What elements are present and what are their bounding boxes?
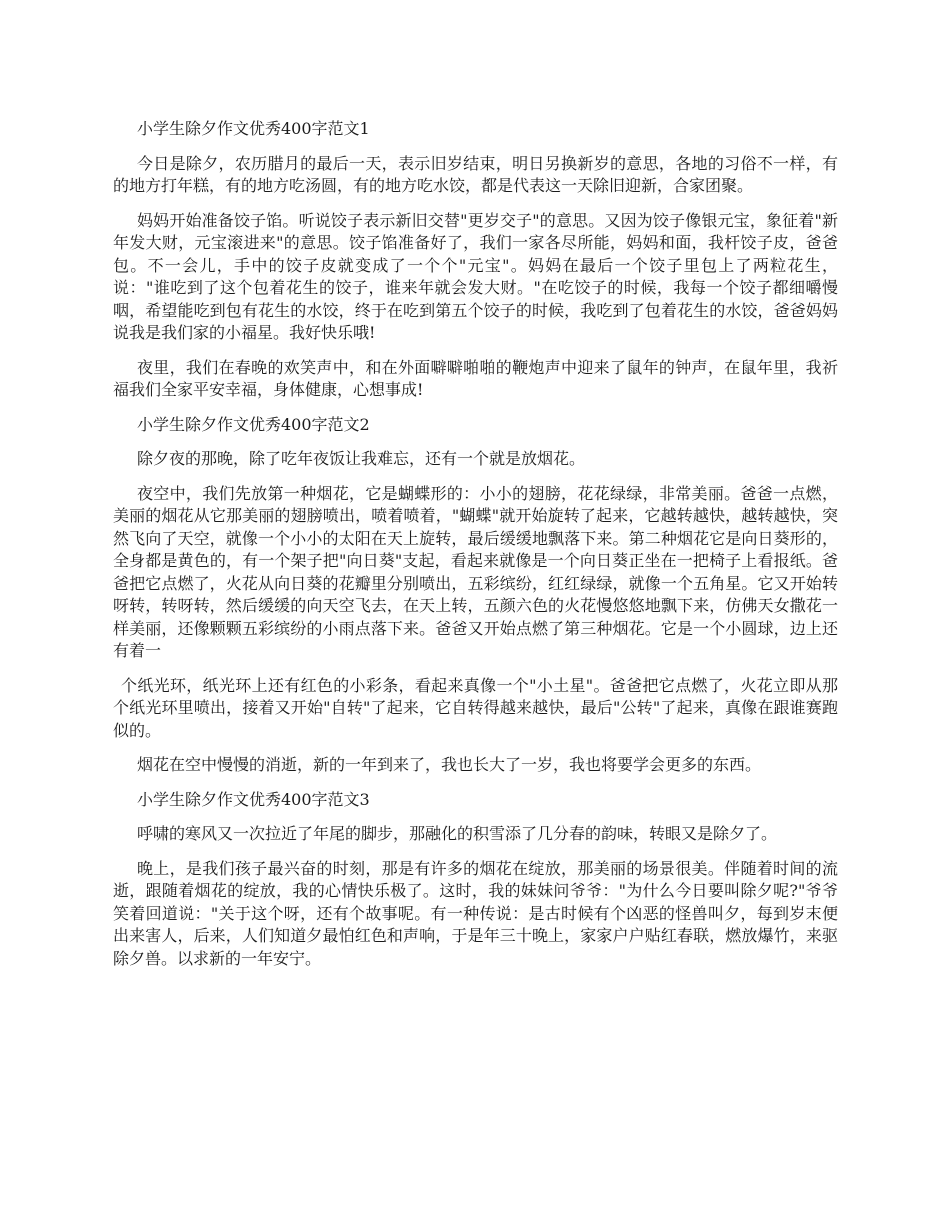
paragraph: 除夕夜的那晚，除了吃年夜饭让我难忘，还有一个就是放烟花。 [137,449,586,468]
paragraph: 妈妈开始准备饺子馅。听说饺子表示新旧交替"更岁交子"的意思。又因为饺子像银元宝，象征着"新年发大财，元宝滚进来"的意思。饺子馅准备好了，我们一家各尽所能，妈妈和面，我杆饺子皮，爸爸包。不一会儿，手中的饺子皮就变成了一个个"元宝"。妈妈在最后一个饺子里包上了两粒花生，说："谁吃到了这个包着花生的饺子，谁来年就会发大财。"在吃饺子的时候，我每一个饺子都细嚼慢咽，希望能吃到包有花生的水饺，终于在吃到第五个饺子的时候，我吃到了包着花生的水饺，爸爸妈妈说我是我们家的小福星。我好快乐哦! [113,210,838,342]
paragraph: 晚上，是我们孩子最兴奋的时刻，那是有许多的烟花在绽放，那美丽的场景很美。伴随着时间的流逝，跟随着烟花的绽放，我的心情快乐极了。这时，我的妹妹问爷爷："为什么今日要叫除夕呢?"爷爷笑着回道说："关于这个呀，还有个故事呢。有一种传说：是古时候有个凶恶的怪兽叫夕，每到岁末便出来害人，后来，人们知道夕最怕红色和声响，于是年三十晚上，家家户户贴红春联，燃放爆竹，来驱除夕兽。以求新的一年安宁。 [113,858,838,968]
essay-1-title: 小学生除夕作文优秀400字范文1 [137,119,370,138]
paragraph: 烟花在空中慢慢的消逝，新的一年到来了，我也长大了一岁，我也将要学会更多的东西。 [137,755,762,774]
paragraph: 呼啸的寒风又一次拉近了年尾的脚步，那融化的积雪添了几分春的韵味，转眼又是除夕了。 [137,824,778,843]
paragraph: 夜里，我们在春晚的欢笑声中，和在外面噼噼啪啪的鞭炮声中迎来了鼠年的钟声，在鼠年里，我祈福我们全家平安幸福，身体健康，心想事成! [113,357,838,399]
paragraph-continuation: 个纸光环，纸光环上还有红色的小彩条，看起来真像一个"小土星"。爸爸把它点燃了，火花立即从那个纸光环里喷出，接着又开始"自转"了起来，它自转得越来越快，最后"公转"了起来，真像在跟谁赛跑似的。 [113,675,838,740]
essay-2-title: 小学生除夕作文优秀400字范文2 [137,414,370,434]
paragraph: 今日是除夕，农历腊月的最后一天，表示旧岁结束，明日另换新岁的意思，各地的习俗不一样，有的地方打年糕，有的地方吃汤圆，有的地方吃水饺，都是代表这一天除旧迎新，合家团聚。 [113,153,838,195]
essay-3-title: 小学生除夕作文优秀400字范文3 [137,789,370,809]
paragraph: 夜空中，我们先放第一种烟花，它是蝴蝶形的：小小的翅膀，花花绿绿，非常美丽。爸爸一点燃，美丽的烟花从它那美丽的翅膀喷出，喷着喷着，"蝴蝶"就开始旋转了起来，它越转越快，越转越快，突然飞向了天空，就像一个小小的太阳在天上旋转，最后缓缓地飘落下来。第二种烟花它是向日葵形的，全身都是黄色的，有一个架子把"向日葵"支起，看起来就像是一个向日葵正坐在一把椅子上看报纸。爸爸把它点燃了，火花从向日葵的花瓣里分别喷出，五彩缤纷，红红绿绿，就像一个五角星。它又开始转呀转，转呀转，然后缓缓的向天空飞去，在天上转，五颜六色的火花慢悠悠地飘下来，仿佛天女撒花一样美丽，还像颗颗五彩缤纷的小雨点落下来。爸爸又开始点燃了第三种烟花。它是一个小圆球，边上还有着一 [113,483,838,660]
document-page [113,118,838,982]
